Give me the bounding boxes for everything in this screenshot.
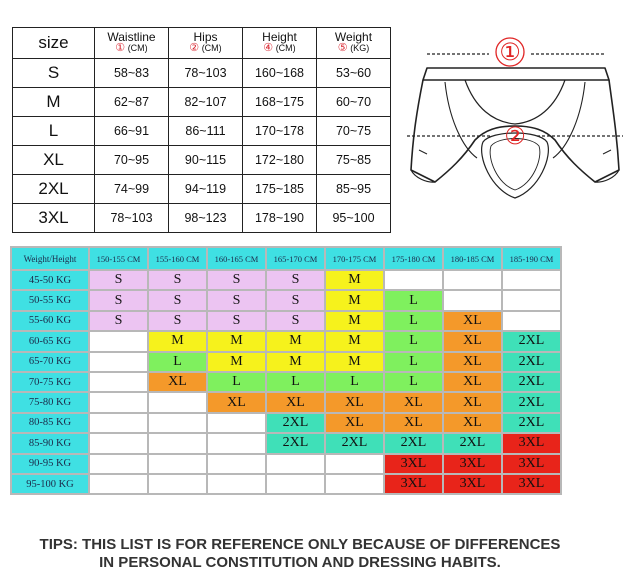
tips-line-2: IN PERSONAL CONSTITUTION AND DRESSING HABITS. (99, 554, 501, 571)
chart-size-cell: 3XL (503, 434, 560, 452)
size-row (13, 88, 391, 117)
size-row (13, 175, 391, 204)
chart-height-header: 175-180 CM (385, 248, 442, 269)
chart-size-cell: L (385, 332, 442, 350)
chart-size-cell: M (267, 353, 324, 371)
chart-size-cell (90, 434, 147, 452)
size-measure-cell: 70~95 (95, 146, 169, 175)
chart-weight-label: 70-75 KG (12, 373, 88, 391)
chart-size-cell (208, 475, 265, 493)
chart-size-cell: S (208, 291, 265, 309)
chart-row (12, 373, 560, 391)
chart-height-header: 180-185 CM (444, 248, 501, 269)
chart-size-cell: L (385, 312, 442, 330)
chart-size-cell: 3XL (503, 455, 560, 473)
chart-weight-label: 85-90 KG (12, 434, 88, 452)
chart-size-cell: 3XL (385, 475, 442, 493)
size-label: L (13, 117, 95, 146)
chart-size-cell: 2XL (267, 414, 324, 432)
chart-size-cell (149, 393, 206, 411)
chart-size-cell: 2XL (326, 434, 383, 452)
chart-size-cell (149, 455, 206, 473)
chart-size-cell (444, 291, 501, 309)
size-row (13, 146, 391, 175)
shorts-illustration (405, 30, 625, 220)
chart-size-cell (503, 312, 560, 330)
size-measure-cell: 170~178 (243, 117, 317, 146)
chart-size-cell: 3XL (444, 455, 501, 473)
chart-size-cell: M (326, 271, 383, 289)
size-table (12, 27, 391, 233)
chart-size-cell (149, 434, 206, 452)
chart-size-cell (149, 475, 206, 493)
chart-size-cell: M (326, 353, 383, 371)
chart-size-cell: M (149, 332, 206, 350)
size-label: S (13, 59, 95, 88)
size-label: 3XL (13, 204, 95, 233)
size-measure-cell: 74~99 (95, 175, 169, 204)
chart-weight-label: 55-60 KG (12, 312, 88, 330)
chart-weight-label: 60-65 KG (12, 332, 88, 350)
chart-size-cell: L (385, 353, 442, 371)
size-measure-cell: 82~107 (169, 88, 243, 117)
chart-size-cell: M (208, 353, 265, 371)
header-hips: Hips ② (CM) (169, 28, 243, 59)
chart-row (12, 291, 560, 309)
chart-size-cell: XL (326, 414, 383, 432)
chart-height-header: 165-170 CM (267, 248, 324, 269)
chart-size-cell: M (326, 312, 383, 330)
size-measure-cell: 86~111 (169, 117, 243, 146)
chart-size-cell: S (149, 271, 206, 289)
chart-size-cell (90, 475, 147, 493)
chart-weight-label: 80-85 KG (12, 414, 88, 432)
size-measure-cell: 90~115 (169, 146, 243, 175)
chart-height-header: 150-155 CM (90, 248, 147, 269)
size-measure-cell: 98~123 (169, 204, 243, 233)
header-weight: Weight ⑤ (KG) (317, 28, 391, 59)
chart-size-cell: 2XL (385, 434, 442, 452)
chart-height-header: 160-165 CM (208, 248, 265, 269)
header-size: size (13, 28, 95, 59)
chart-size-cell: XL (444, 414, 501, 432)
chart-weight-label: 65-70 KG (12, 353, 88, 371)
chart-size-cell: S (90, 312, 147, 330)
chart-row (12, 332, 560, 350)
chart-size-cell: XL (267, 393, 324, 411)
chart-size-cell: M (208, 332, 265, 350)
chart-size-cell: XL (385, 393, 442, 411)
chart-size-cell: 3XL (385, 455, 442, 473)
chart-weight-label: 90-95 KG (12, 455, 88, 473)
size-measure-cell: 60~70 (317, 88, 391, 117)
chart-row (12, 271, 560, 289)
chart-size-cell: XL (326, 393, 383, 411)
size-measure-cell: 78~103 (95, 204, 169, 233)
chart-size-cell: XL (444, 353, 501, 371)
tips-line-1: TIPS: THIS LIST IS FOR REFERENCE ONLY BECAUSE OF DIFFERENCES (39, 536, 561, 553)
chart-size-cell: M (267, 332, 324, 350)
tips-note (0, 536, 600, 572)
chart-size-cell (208, 434, 265, 452)
size-label: XL (13, 146, 95, 175)
size-measure-cell: 168~175 (243, 88, 317, 117)
chart-size-cell (267, 475, 324, 493)
chart-size-cell (208, 414, 265, 432)
size-measure-cell: 58~83 (95, 59, 169, 88)
chart-row (12, 312, 560, 330)
chart-corner-label: Weight/Height (12, 248, 88, 269)
chart-size-cell: 2XL (503, 414, 560, 432)
chart-row (12, 455, 560, 473)
size-measure-cell: 172~180 (243, 146, 317, 175)
chart-size-cell (149, 414, 206, 432)
chart-size-cell: XL (149, 373, 206, 391)
size-measure-cell: 94~119 (169, 175, 243, 204)
chart-size-cell: L (385, 291, 442, 309)
chart-header-row (12, 248, 560, 269)
chart-size-cell (267, 455, 324, 473)
chart-size-cell: 2XL (503, 332, 560, 350)
header-waistline: Waistline ① (CM) (95, 28, 169, 59)
chart-row (12, 475, 560, 493)
waist-marker: ① (499, 38, 521, 66)
size-label: M (13, 88, 95, 117)
chart-size-cell: M (326, 291, 383, 309)
size-measure-cell: 95~100 (317, 204, 391, 233)
chart-row (12, 414, 560, 432)
chart-size-cell: XL (444, 332, 501, 350)
size-table-header-row (13, 28, 391, 59)
chart-size-cell: S (267, 291, 324, 309)
chart-size-cell: 2XL (503, 393, 560, 411)
chart-size-cell: L (385, 373, 442, 391)
chart-height-header: 155-160 CM (149, 248, 206, 269)
chart-size-cell (90, 393, 147, 411)
chart-size-cell: XL (385, 414, 442, 432)
chart-size-cell: S (90, 291, 147, 309)
chart-size-cell: XL (444, 373, 501, 391)
chart-size-cell: S (267, 271, 324, 289)
size-measure-cell: 78~103 (169, 59, 243, 88)
chart-size-cell (444, 271, 501, 289)
chart-weight-label: 45-50 KG (12, 271, 88, 289)
size-measure-cell: 178~190 (243, 204, 317, 233)
chart-size-cell: 3XL (503, 475, 560, 493)
size-measure-cell: 75~85 (317, 146, 391, 175)
hip-marker: ② (504, 122, 526, 150)
chart-size-cell: 2XL (503, 373, 560, 391)
size-fit-chart (10, 246, 562, 495)
size-measure-cell: 175~185 (243, 175, 317, 204)
chart-size-cell: S (208, 271, 265, 289)
chart-size-cell: L (326, 373, 383, 391)
chart-size-cell: S (149, 291, 206, 309)
waistband-outline (423, 68, 609, 80)
size-measure-cell: 53~60 (317, 59, 391, 88)
chart-size-cell: 3XL (444, 475, 501, 493)
chart-size-cell (385, 271, 442, 289)
chart-size-cell: XL (444, 312, 501, 330)
chart-size-cell (503, 291, 560, 309)
chart-height-header: 185-190 CM (503, 248, 560, 269)
chart-size-cell: XL (444, 393, 501, 411)
chart-size-cell: L (208, 373, 265, 391)
chart-size-cell (90, 353, 147, 371)
chart-size-cell: XL (208, 393, 265, 411)
chart-size-cell (208, 455, 265, 473)
chart-size-cell (326, 455, 383, 473)
size-row (13, 204, 391, 233)
chart-size-cell: 2XL (503, 353, 560, 371)
chart-size-cell (326, 475, 383, 493)
size-measure-cell: 66~91 (95, 117, 169, 146)
chart-size-cell: 2XL (444, 434, 501, 452)
chart-weight-label: 50-55 KG (12, 291, 88, 309)
size-row (13, 59, 391, 88)
chart-size-cell: S (267, 312, 324, 330)
chart-size-cell: S (208, 312, 265, 330)
chart-row (12, 434, 560, 452)
size-label: 2XL (13, 175, 95, 204)
chart-row (12, 353, 560, 371)
chart-size-cell (90, 414, 147, 432)
size-row (13, 117, 391, 146)
chart-size-cell: S (149, 312, 206, 330)
chart-size-cell: M (326, 332, 383, 350)
header-height: Height ④ (CM) (243, 28, 317, 59)
chart-row (12, 393, 560, 411)
chart-weight-label: 95-100 KG (12, 475, 88, 493)
size-measure-cell: 160~168 (243, 59, 317, 88)
chart-size-cell (503, 271, 560, 289)
size-measure-cell: 62~87 (95, 88, 169, 117)
size-measure-cell: 85~95 (317, 175, 391, 204)
chart-height-header: 170-175 CM (326, 248, 383, 269)
chart-size-cell (90, 373, 147, 391)
chart-weight-label: 75-80 KG (12, 393, 88, 411)
chart-size-cell: L (149, 353, 206, 371)
chart-size-cell: S (90, 271, 147, 289)
size-measure-cell: 70~75 (317, 117, 391, 146)
chart-size-cell: 2XL (267, 434, 324, 452)
chart-size-cell (90, 455, 147, 473)
chart-size-cell: L (267, 373, 324, 391)
chart-size-cell (90, 332, 147, 350)
